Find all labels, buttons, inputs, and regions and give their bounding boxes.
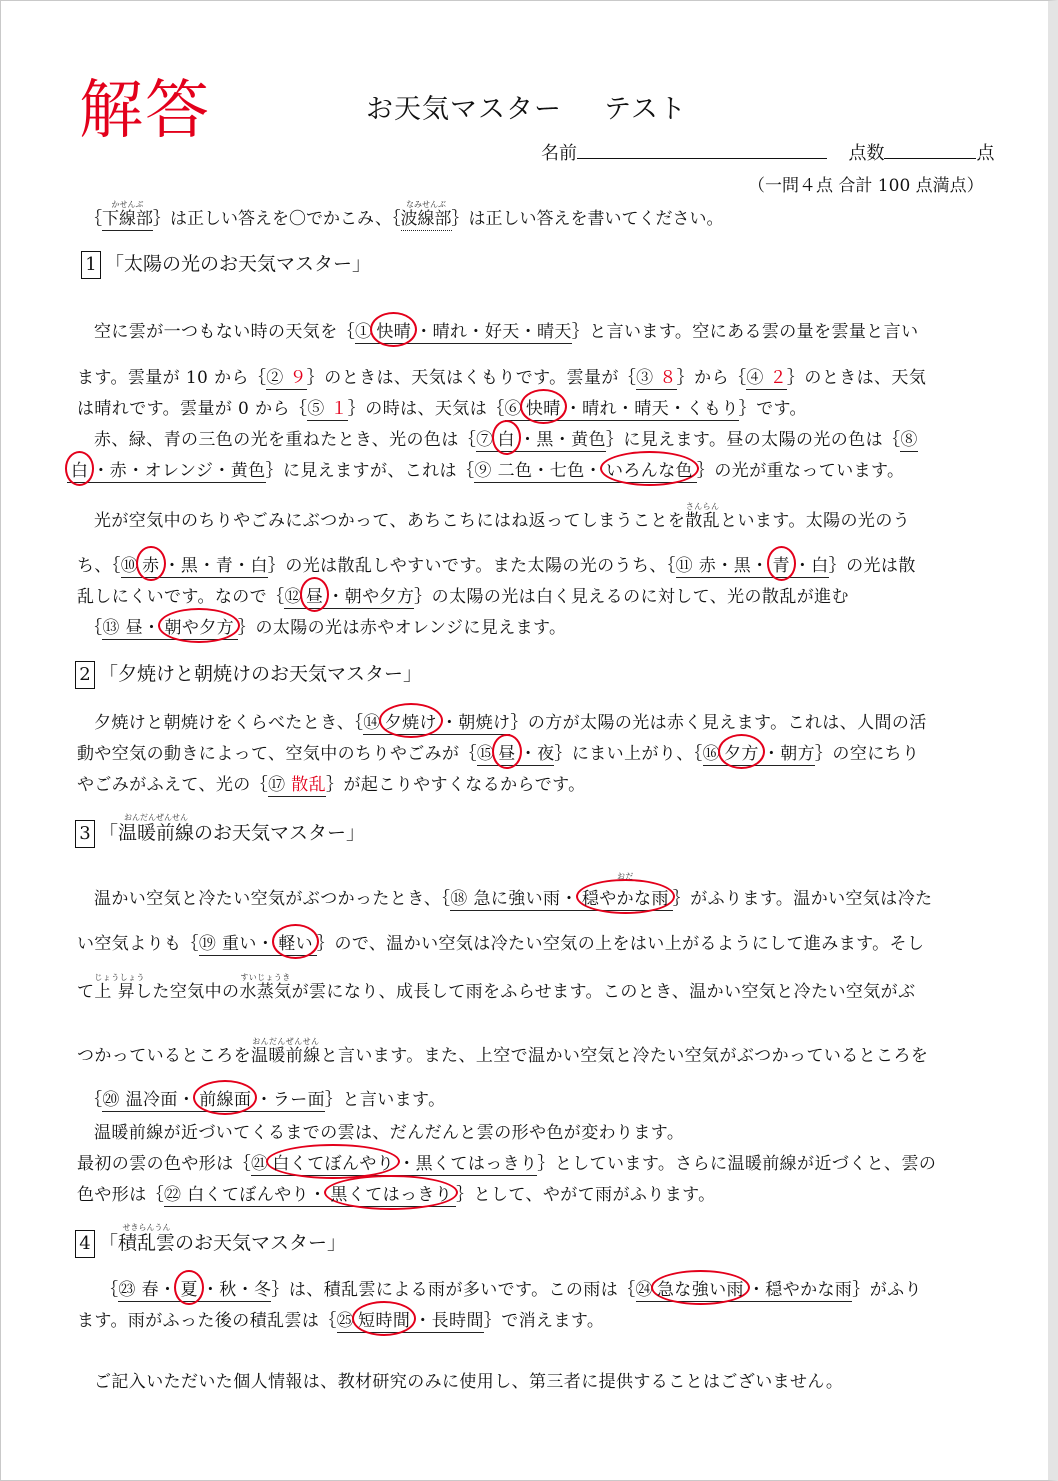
score-label: 点数	[848, 143, 885, 164]
points-note: （一問４点 合計 100 点満点）	[748, 176, 984, 196]
written-answer: 散乱	[291, 775, 327, 795]
written-answer: ２	[769, 368, 788, 388]
s1-line-4: 赤、緑、青の三色の光を重ねたとき、光の色は｛⑦ 白 ・黒・黄色｝に見えます。昼の太陽の光の色は｛⑧	[94, 425, 918, 450]
answer-circle: 前線面	[193, 1080, 257, 1115]
s3-line-2: い空気よりも｛⑲ 重い・ 軽い ｝ので、温かい空気は冷たい空気の上をはい上がるようにして進みます。そし	[77, 929, 924, 954]
title-sub: テスト	[604, 94, 687, 125]
score-suffix: 点	[976, 143, 995, 164]
answer-circle: 昼	[300, 577, 329, 612]
answer-circle: 青	[767, 546, 796, 581]
s1-line-6: 光が空気中のちりやごみにぶつかって、あちこちにはね返ってしまうことを さんらん 散乱といます。太陽の光のう	[94, 502, 911, 531]
underline-term: かせんぶ 下線部	[102, 200, 153, 229]
title-main: お天気マスター	[366, 94, 562, 125]
section-number-1: 1	[81, 251, 101, 279]
written-answer: ８	[659, 368, 677, 388]
name-score-row	[541, 139, 994, 165]
section-number-3: 3	[75, 820, 95, 848]
s3-line-6: 温暖前線が近づいてくるまでの雲は、だんだんと雲の形や色が変わります。	[94, 1123, 685, 1143]
name-field[interactable]	[577, 140, 827, 159]
answer-circle: 軽い	[272, 924, 319, 959]
s2-line-2: 動や空気の動きによって、空気中のちりやごみが｛⑮ 昼 ・夜｝にまい上がり、｛⑯ 夕方 ・朝方｝の空にちり	[77, 739, 919, 764]
s2-line-3: やごみがふえて、光の｛⑰ 散乱｝が起こりやすくなるからです。	[77, 775, 586, 795]
score-field[interactable]	[884, 140, 976, 159]
answer-circle: いろんな色	[600, 451, 699, 486]
s3-line-1: 温かい空気と冷たい空気がぶつかったとき、｛⑱ 急に強い雨・ おだ 穏やかな雨 ｝がふります。温かい空気は冷た	[94, 884, 933, 909]
s3-line-8: 色や形は｛㉒ 白くてぼんやり・ 黒くてはっきり ｝として、やがて雨がふります。	[77, 1180, 716, 1205]
answer-circle: 白くてぼんやり	[266, 1144, 400, 1179]
s1-line-3: は晴れです。雲量が 0 から｛⑤ １｝の時は、天気は｛⑥ 快晴 ・晴れ・晴天・くもり｝です。	[77, 394, 807, 419]
s3-line-3: て じょうしょう 上 昇した空気中の すいじょうき 水蒸気が雲になり、成長して雨をふらせます。このとき、温かい空気と冷たい空気がぶ	[77, 973, 916, 1002]
answer-circle: 急な強い雨	[651, 1270, 750, 1305]
answer-circle: おだ 穏やかな雨	[576, 879, 675, 914]
written-answer: １	[330, 399, 348, 419]
answer-circle: 昼	[492, 734, 521, 769]
s1-line-8: 乱しにくいです。なので｛⑫ 昼 ・朝や夕方｝の太陽の光は白く見えるのに対して、光の散乱が進む	[77, 582, 849, 607]
instruction-line: ｛ かせんぶ 下線部｝は正しい答えを〇でかこみ、｛ なみせんぶ 波線部｝は正しい答えを書いてください。	[85, 200, 724, 229]
s3-line-7: 最初の雲の色や形は｛㉑ 白くてぼんやり ・黒くてはっきり｝としています。さらに温暖前線が近づくと、雲の	[77, 1149, 936, 1174]
section-2-heading: 2 「夕焼けと朝焼けのお天気マスター」	[75, 659, 422, 689]
section-4-heading: 4 「 せきらんうん 積乱雲のお天気マスター」	[75, 1228, 346, 1258]
section-number-4: 4	[75, 1230, 95, 1258]
section-3-heading: 3 「 おんだんぜんせん 温暖前線のお天気マスター」	[75, 818, 365, 848]
answer-circle: 黒くてはっきり	[324, 1175, 458, 1210]
answer-circle: 夏	[174, 1270, 203, 1305]
s1-line-5: 白 ・赤・オレンジ・黄色｝に見えますが、これは｛⑨ 二色・七色・ いろんな色 ｝の光が重なっています。	[67, 456, 904, 481]
page-title	[366, 87, 687, 126]
s3-line-5: ｛⑳ 温冷面・ 前線面 ・ラー面｝と言います。	[85, 1085, 446, 1110]
written-answer: ９	[289, 368, 307, 388]
answer-circle: 快晴	[520, 389, 567, 424]
s4-line-2: ます。雨がふった後の積乱雲は｛㉕ 短時間 ・長時間｝で消えます。	[77, 1306, 604, 1331]
s4-line-1: ｛㉓ 春・ 夏 ・秋・冬｝は、積乱雲による雨が多いです。この雨は｛㉔ 急な強い雨 ・穏やかな雨｝がふり	[101, 1275, 922, 1300]
s2-line-1: 夕焼けと朝焼けをくらべたとき、｛⑭ 夕焼け ・朝焼け｝の方が太陽の光は赤く見えます。これは、人間の活	[94, 708, 927, 733]
answer-stamp: 解答	[79, 74, 211, 148]
s1-line-9: ｛⑬ 昼・ 朝や夕方 ｝の太陽の光は赤やオレンジに見えます。	[85, 613, 566, 638]
name-label: 名前	[541, 143, 577, 164]
answer-circle: 朝や夕方	[158, 608, 240, 643]
wavy-term: なみせんぶ 波線部	[400, 200, 452, 229]
answer-circle: 赤	[136, 546, 165, 581]
s3-line-4: つかっているところを おんだんぜんせん 温暖前線と言います。また、上空で温かい空気と冷たい空気がぶつかっているところを	[77, 1037, 929, 1066]
answer-circle: 白	[65, 451, 94, 486]
answer-circle: 快晴	[370, 312, 417, 347]
s1-line-1: 空に雲が一つもない時の天気を｛① 快晴 ・晴れ・好天・晴天｝と言います。空にある雲の量を雲量と言い	[94, 317, 918, 342]
answer-circle: 夕焼け	[379, 703, 443, 738]
answer-circle: 白	[492, 420, 521, 455]
s1-line-7: ち、｛⑩ 赤 ・黒・青・白｝の光は散乱しやすいです。また太陽の光のうち、｛⑪ 赤・黒・ 青 ・白｝の光は散	[77, 551, 916, 576]
section-1-heading: 1 「太陽の光のお天気マスター」	[81, 249, 371, 279]
section-number-2: 2	[75, 661, 95, 689]
answer-circle: 短時間	[352, 1301, 416, 1336]
s1-line-2: ます。雲量が 10 から｛② ９｝のときは、天気はくもりです。雲量が｛③ ８｝から｛④ ２｝のときは、天気	[77, 368, 927, 388]
answer-circle: 夕方	[718, 734, 765, 769]
privacy-notice: ご記入いただいた個人情報は、教材研究のみに使用し、第三者に提供することはございません。	[94, 1372, 844, 1392]
